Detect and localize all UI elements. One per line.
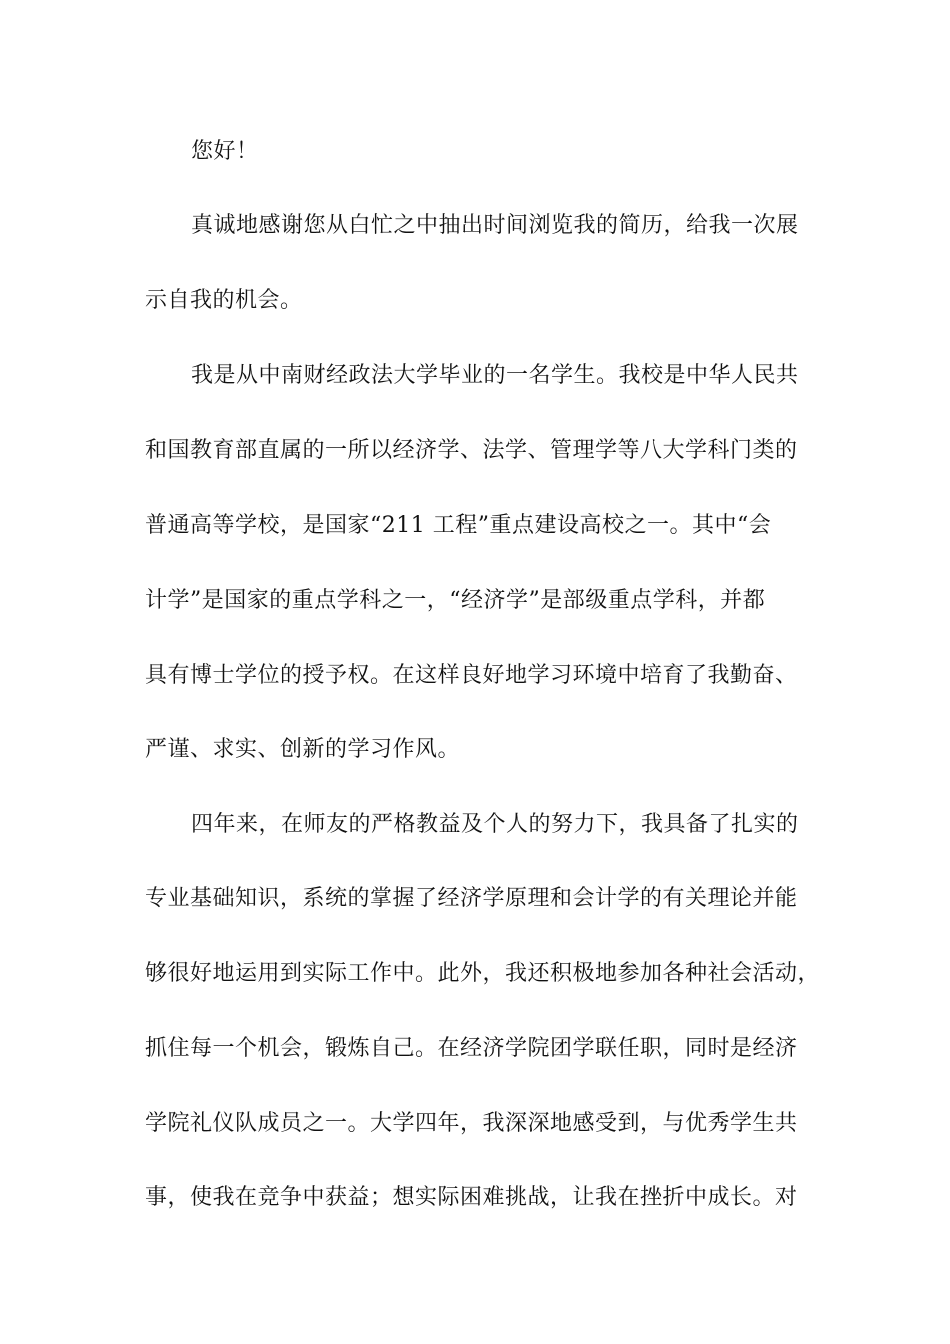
paragraph-2-line-4: 计学”是国家的重点学科之一，“经济学”是部级重点学科，并都 [145,588,766,613]
paragraph-3-line-3: 够很好地运用到实际工作中。此外，我还积极地参加各种社会活动， [145,961,821,986]
paragraph-1-line-1: 真诚地感谢您从白忙之中抽出时间浏览我的简历，给我一次展 [191,213,799,238]
paragraph-2-line-1: 我是从中南财经政法大学毕业的一名学生。我校是中华人民共 [191,363,799,388]
paragraph-2-line-2: 和国教育部直属的一所以经济学、法学、管理学等八大学科门类的 [145,438,798,463]
paragraph-1-line-2: 示自我的机会。 [145,288,303,313]
paragraph-3-line-4: 抓住每一个机会，锻炼自己。在经济学院团学联任职，同时是经济 [145,1036,798,1061]
paragraph-2-line-3: 普通高等学校，是国家“211 工程”重点建设高校之一。其中“会 [145,513,772,538]
paragraph-3-line-1: 四年来，在师友的严格教益及个人的努力下，我具备了扎实的 [191,812,799,837]
paragraph-2-line-6: 严谨、求实、创新的学习作风。 [145,737,461,762]
paragraph-3-line-5: 学院礼仪队成员之一。大学四年，我深深地感受到，与优秀学生共 [145,1111,798,1136]
greeting-line: 您好！ [191,139,259,164]
paragraph-3-line-6: 事，使我在竞争中获益；想实际困难挑战，让我在挫折中成长。对 [145,1185,798,1210]
paragraph-2-line-5: 具有博士学位的授予权。在这样良好地学习环境中培育了我勤奋、 [145,663,798,688]
paragraph-3-line-2: 专业基础知识，系统的掌握了经济学原理和会计学的有关理论并能 [145,886,798,911]
